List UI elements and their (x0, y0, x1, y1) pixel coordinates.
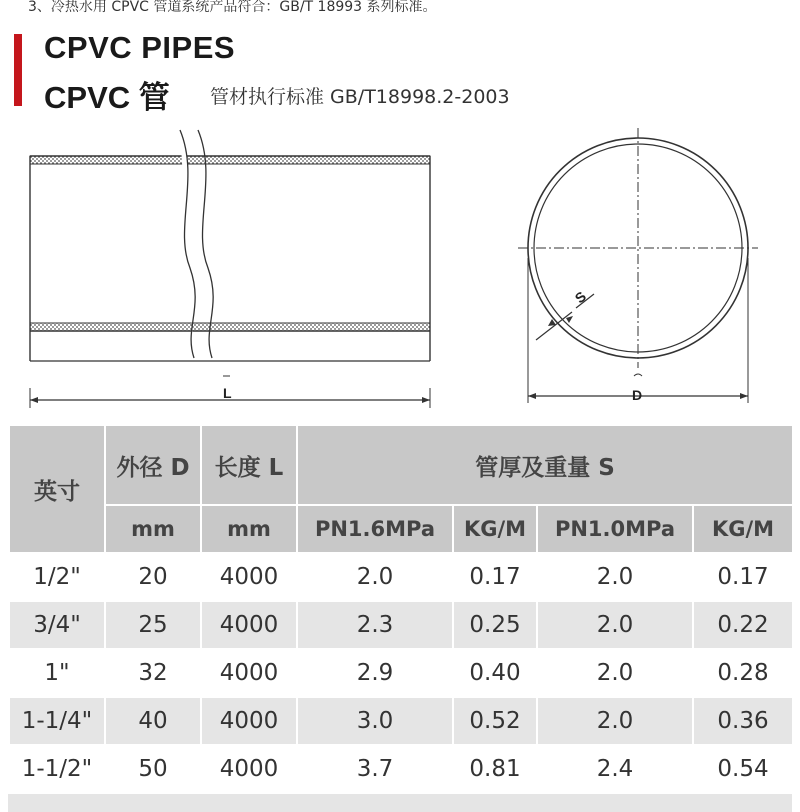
header-length: 长度 L (201, 425, 297, 505)
length-label: L (223, 385, 232, 401)
spec-table (8, 424, 794, 794)
cell-pn10: 2.4 (537, 745, 693, 793)
cell-l: 4000 (201, 649, 297, 697)
cell-kg16: 0.52 (453, 697, 537, 745)
subheader-l-unit: mm (201, 505, 297, 553)
cell-l: 4000 (201, 553, 297, 601)
cell-d: 50 (105, 745, 201, 793)
cell-l: 4000 (201, 745, 297, 793)
cell-pn10: 2.0 (537, 553, 693, 601)
cell-size: 1-1/2" (9, 745, 105, 793)
table-row (9, 697, 793, 745)
pipe-side-diagram (24, 118, 434, 410)
cell-d: 20 (105, 553, 201, 601)
standards-note: 3、冷热水用 CPVC 管道系统产品符合：GB/T 18993 系列标准。 (28, 0, 437, 15)
cell-kg16: 0.40 (453, 649, 537, 697)
table-row (9, 601, 793, 649)
cell-kg16: 0.17 (453, 553, 537, 601)
cell-size: 1/2" (9, 553, 105, 601)
cell-pn16: 2.9 (297, 649, 453, 697)
cell-pn16: 2.3 (297, 601, 453, 649)
cell-pn10: 2.0 (537, 601, 693, 649)
header-outer-diameter: 外径 D (105, 425, 201, 505)
cell-size: 1-1/4" (9, 697, 105, 745)
accent-bar (14, 34, 22, 106)
cell-kg10: 0.17 (693, 553, 793, 601)
subheader-pn16: PN1.6MPa (297, 505, 453, 553)
cell-kg16: 0.25 (453, 601, 537, 649)
title-english: CPVC PIPES (44, 30, 236, 65)
standard-text: 管材执行标准 GB/T18998.2-2003 (210, 86, 510, 108)
title-chinese: CPVC 管 (44, 80, 170, 115)
table-row (9, 745, 793, 793)
header-wall-weight: 管厚及重量 S (297, 425, 793, 505)
cell-size: 3/4" (9, 601, 105, 649)
cell-l: 4000 (201, 697, 297, 745)
cell-l: 4000 (201, 601, 297, 649)
cell-kg10: 0.28 (693, 649, 793, 697)
table-row (9, 553, 793, 601)
subheader-pn10: PN1.0MPa (537, 505, 693, 553)
diameter-label: D (632, 387, 643, 403)
table-row (9, 649, 793, 697)
cell-d: 25 (105, 601, 201, 649)
pipe-cross-section-diagram (510, 118, 770, 410)
cell-kg10: 0.22 (693, 601, 793, 649)
cell-size: 1" (9, 649, 105, 697)
thickness-label: S (571, 288, 590, 307)
subheader-d-unit: mm (105, 505, 201, 553)
cell-pn16: 3.7 (297, 745, 453, 793)
table-row-cut-off (8, 794, 792, 812)
cell-kg10: 0.54 (693, 745, 793, 793)
subheader-kg16: KG/M (453, 505, 537, 553)
cell-kg16: 0.81 (453, 745, 537, 793)
cell-d: 32 (105, 649, 201, 697)
cell-pn10: 2.0 (537, 649, 693, 697)
header-size: 英寸 (9, 425, 105, 553)
cell-pn10: 2.0 (537, 697, 693, 745)
cell-pn16: 2.0 (297, 553, 453, 601)
cell-d: 40 (105, 697, 201, 745)
cell-kg10: 0.36 (693, 697, 793, 745)
cell-pn16: 3.0 (297, 697, 453, 745)
subheader-kg10: KG/M (693, 505, 793, 553)
